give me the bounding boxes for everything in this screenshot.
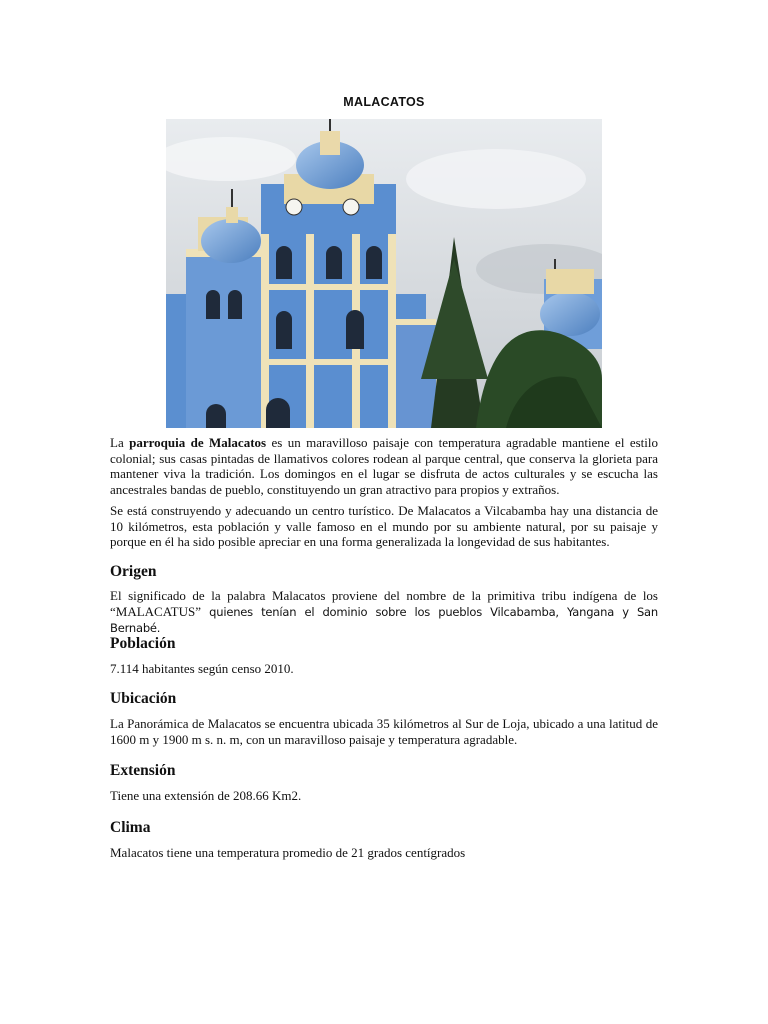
section-ubicacion [110, 690, 658, 747]
poblacion-text: 7.114 habitantes según censo 2010. [110, 661, 294, 676]
heading-poblacion: Población [110, 635, 176, 652]
extension-text: Tiene una extensión de 208.66 Km2. [110, 788, 302, 803]
heading-clima: Clima [110, 819, 151, 836]
section-poblacion [110, 635, 658, 677]
origen-text-b: quienes tenían el dominio sobre los pueblos Vilcabamba, Yangana y San Bernabé. [110, 604, 658, 635]
section-extension [110, 762, 658, 804]
page-title: MALACATOS [343, 95, 425, 109]
section-clima [110, 819, 658, 861]
heading-extension: Extensión [110, 762, 176, 779]
intro-rest: es un maravilloso paisaje con temperatura agradable mantiene el estilo colonial; sus casas pintadas de llamativos colores rodean al parque central, que conserva la glorieta para mantener viva la tradición. Los domingos en el lugar se disfruta de actos culturales y se escucha las ancestrales bandas de pueblo, constituyendo un gran atractivo para propios y extraños. [110, 435, 658, 497]
intro-prefix: La [110, 435, 130, 450]
heading-ubicacion: Ubicación [110, 690, 177, 707]
ubicacion-text: La Panorámica de Malacatos se encuentra ubicada 35 kilómetros al Sur de Loja, ubicado a una latitud de 1600 m y 1900 m s. n. m, con un maravilloso paisaje y temperatura agradable. [110, 716, 658, 747]
church-photo [166, 119, 602, 428]
clima-text: Malacatos tiene una temperatura promedio de 21 grados centígrados [110, 845, 466, 860]
origen-text-a: El significado de la palabra Malacatos proviene del nombre de la primitiva tribu indígena de los “MALACATUS” [110, 588, 658, 619]
paragraph-2-text: Se está construyendo y adecuando un centro turístico. De Malacatos a Vilcabamba hay una distancia de 10 kilómetros, esta población y valle famoso en el mundo por su ambiente natural, por su paisaje y porque en él ha sido posible apreciar en una forma generalizada la longevidad de sus habitantes. [110, 503, 658, 549]
intro-bold: parroquia de Malacatos [129, 435, 267, 450]
intro-paragraph [110, 435, 658, 497]
section-origen [110, 563, 658, 637]
heading-origen: Origen [110, 563, 157, 580]
paragraph-2 [110, 503, 658, 550]
